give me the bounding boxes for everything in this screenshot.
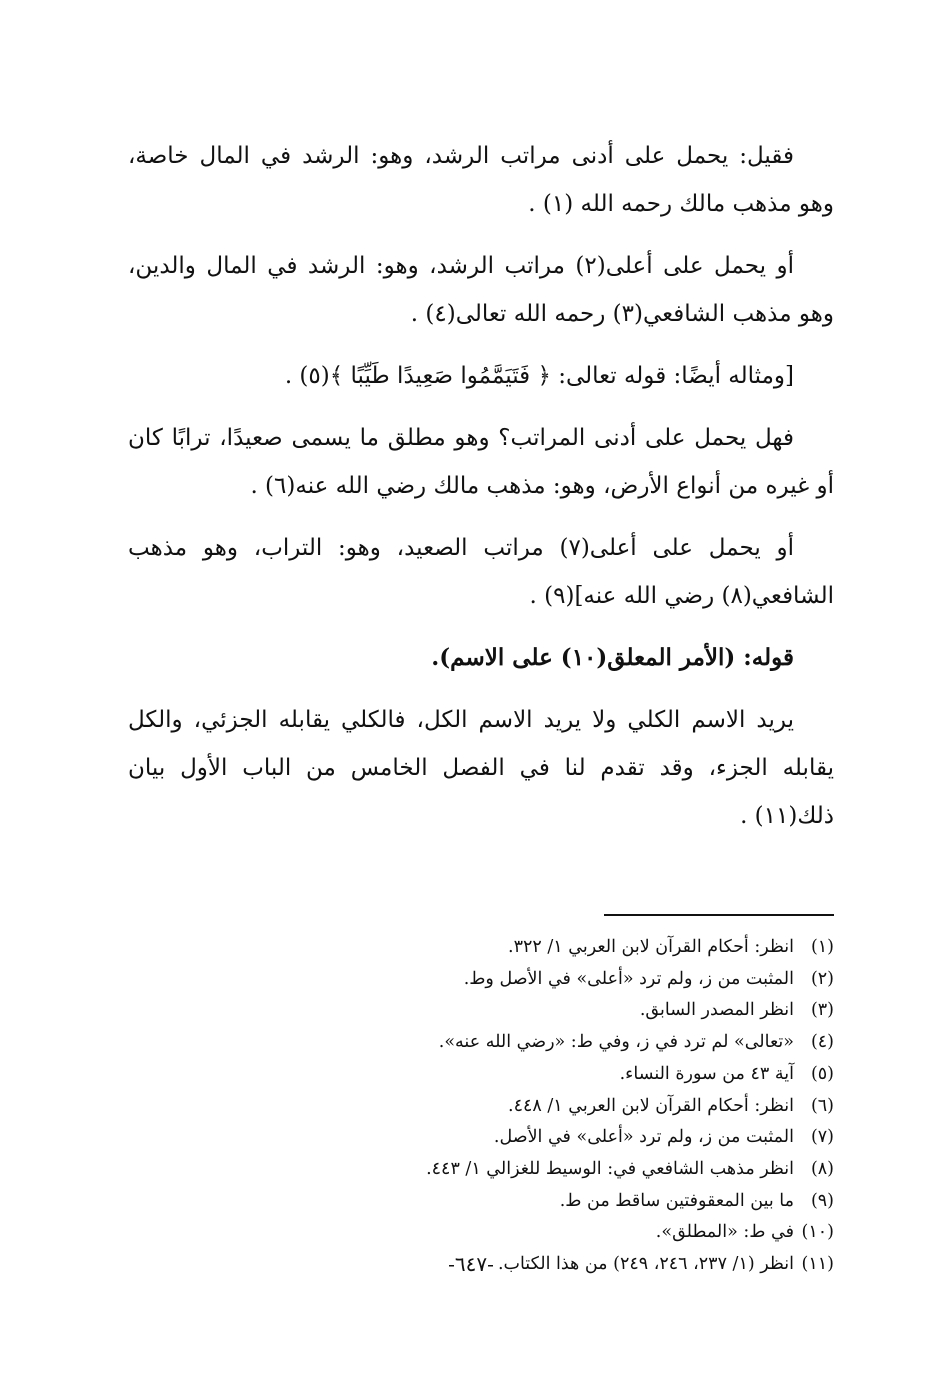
page-number: -٦٤٧- [448,1252,494,1276]
footnote-item [128,964,834,996]
footnote-item [128,1091,834,1123]
footnote-item [128,1217,834,1249]
footnote-number: (٣) [810,1000,834,1021]
footnote-number: (٧) [810,1127,834,1148]
footnote-item [128,1027,834,1059]
footnotes-list [128,932,834,1281]
paragraph-3: [ومثاله أيضًا: قوله تعالى: ﴿ فَتَيَمَّمُوا صَعِيدًا طَيِّبًا ﴾(٥) . [284,363,794,389]
paragraph-5: أو يحمل على أعلى(٧) مراتب الصعيد، وهو: التراب، وهو مذهب الشافعي(٨) رضي الله عنه](٩) . [128,535,834,609]
footnote-number: (١٠) [801,1222,834,1243]
footnote-number: (١) [810,937,834,957]
footnote-item [128,1154,834,1186]
paragraph-7: يريد الاسم الكلي ولا يريد الاسم الكل، فالكلي يقابله الجزئي، والكل يقابله الجزء، وقد تقدم لنا في الفصل الخامس من الباب الأول بيان ذلك(١١) . [128,707,834,829]
footnote-item [128,1186,834,1218]
footnote-text: انظر (١/ ٢٣٧، ٢٤٦، ٢٤٩) من هذا الكتاب. [497,1254,794,1275]
footnote-text: انظر المصدر السابق. [639,1000,794,1021]
footnote-number: (٦) [810,1095,834,1116]
footnote-text: انظر: أحكام القرآن لابن العربي ١/ ٤٤٨. [508,1095,794,1116]
footnote-text: المثبت من ز، ولم ترد «أعلى» في الأصل. [493,1127,794,1148]
footnote-item [128,995,834,1027]
footnote-number: (٢) [810,968,834,989]
footnote-number: (١١) [801,1254,834,1275]
footnote-number: (٥) [810,1063,834,1084]
footnote-text: انظر مذهب الشافعي في: الوسيط للغزالي ١/ ٤٤٣. [426,1158,794,1179]
footnote-number: (٩) [810,1190,834,1211]
footnote-text: ما بين المعقوفتين ساقط من ط. [559,1190,794,1211]
paragraph-6-heading: قوله: (الأمر المعلق(١٠) على الاسم). [431,644,794,671]
footnote-number: (٤) [810,1032,834,1053]
footnote-text: في ط: «المطلق». [655,1222,794,1243]
footnote-text: انظر: أحكام القرآن لابن العربي ١/ ٣٢٢. [508,937,794,957]
paragraph-1: فقيل: يحمل على أدنى مراتب الرشد، وهو: الرشد في المال خاصة، وهو مذهب مالك رحمه الله (١) . [128,143,834,217]
footnote-item [128,1122,834,1154]
footnote-item [128,1059,834,1091]
footnote-text: آية ٤٣ من سورة النساء. [619,1063,794,1084]
footnote-number: (٨) [810,1158,834,1179]
paragraph-2: أو يحمل على أعلى(٢) مراتب الرشد، وهو: الرشد في المال والدين، وهو مذهب الشافعي(٣) رحمه الله تعالى(٤) . [128,253,834,327]
footnote-text: المثبت من ز، ولم ترد «أعلى» في الأصل وط. [463,968,794,989]
footnote-text: «تعالى» لم ترد في ز، وفي ط: «رضي الله عنه». [438,1032,794,1053]
footnote-item [128,932,834,964]
footnote-separator [604,914,834,916]
paragraph-4: فهل يحمل على أدنى المراتب؟ وهو مطلق ما يسمى صعيدًا، ترابًا كان أو غيره من أنواع الأرض، وهو: مذهب مالك رضي الله عنه(٦) . [128,425,834,499]
